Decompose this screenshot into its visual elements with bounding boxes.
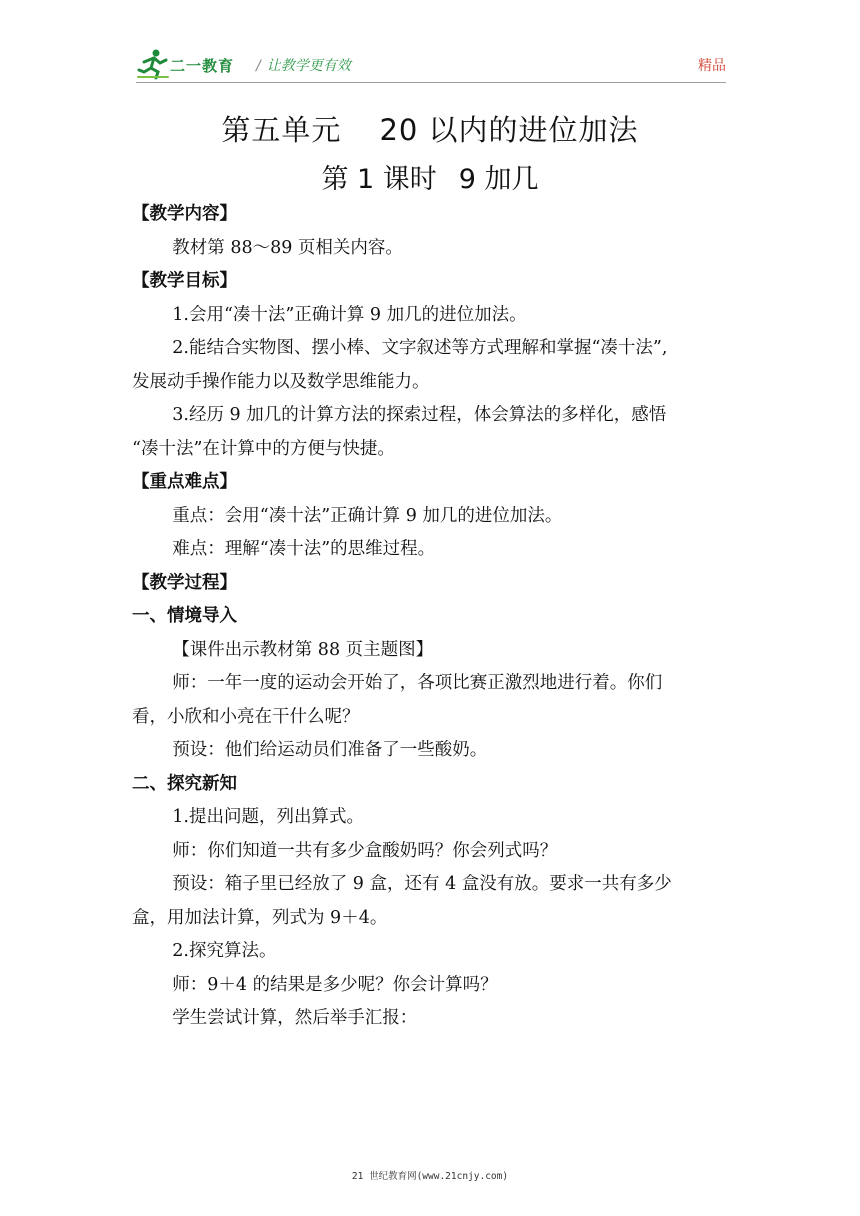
paragraph: 【课件出示教材第 88 页主题图】 [172,639,434,660]
lesson-topic: 9 加几 [458,164,539,195]
paragraph: 师：9＋4 的结果是多少呢？你会计算吗？ [172,974,498,995]
paragraph-line: 3.经历 9 加几的计算方法的探索过程，体会算法的多样化，感悟 [172,405,667,425]
section-heading: 【教学过程】 [132,572,237,593]
runner-logo-icon [136,48,170,80]
paragraph: 学生尝试计算，然后举手汇报： [172,1008,418,1028]
paragraph: 2.探究算法。 [172,941,277,961]
paragraph: 预设：他们给运动员们准备了一些酸奶。 [172,740,488,760]
paragraph: 难点：理解“凑十法”的思维过程。 [172,539,436,559]
unit-topic: 20 以内的进位加法 [379,113,639,147]
subsection-heading: 一、情境导入 [132,606,237,626]
logo [136,46,246,80]
section-heading: 【重点难点】 [132,472,237,492]
subsection-heading: 二、探究新知 [132,773,237,794]
section-heading: 【教学目标】 [132,271,237,291]
paragraph: 教材第 88～89 页相关内容。 [172,237,403,258]
document-body [132,198,730,1036]
paragraph-line: “凑十法”在计算中的方便与快捷。 [132,438,395,459]
paragraph-line: 看，小欣和小亮在干什么呢？ [132,706,360,727]
section-heading: 【教学内容】 [132,204,237,224]
slogan-separator: / [256,58,261,74]
paragraph: 重点：会用“凑十法”正确计算 9 加几的进位加法。 [172,505,563,526]
slogan [256,55,351,75]
lesson-title [0,157,860,196]
lesson-label: 第 1 课时 [321,164,437,195]
paragraph-line: 盒，用加法计算，列式为 9＋4。 [132,907,388,928]
logo-text: 二一教育 [170,57,235,75]
page-footer: 21 世纪教育网(www.21cnjy.com) [351,1171,509,1182]
quality-badge: 精品 [698,58,726,74]
slogan-text: 让教学更有效 [266,58,351,74]
paragraph: 1.会用“凑十法”正确计算 9 加几的进位加法。 [172,304,527,325]
paragraph: 1.提出问题，列出算式。 [172,807,364,827]
paragraph-line: 预设：箱子里已经放了 9 盒，还有 4 盒没有放。要求一共有多少 [172,874,672,894]
unit-title [0,108,860,149]
header-divider [136,82,726,83]
page-header [136,46,726,82]
paragraph-line: 师：一年一度的运动会开始了，各项比赛正激烈地进行着。你们 [172,673,663,693]
paragraph-line: 发展动手操作能力以及数学思维能力。 [132,371,430,392]
paragraph: 师：你们知道一共有多少盒酸奶吗？你会列式吗？ [172,840,558,861]
paragraph-line: 2.能结合实物图、摆小棒、文字叙述等方式理解和掌握“凑十法”, [172,338,668,358]
unit-label: 第五单元 [221,113,342,147]
